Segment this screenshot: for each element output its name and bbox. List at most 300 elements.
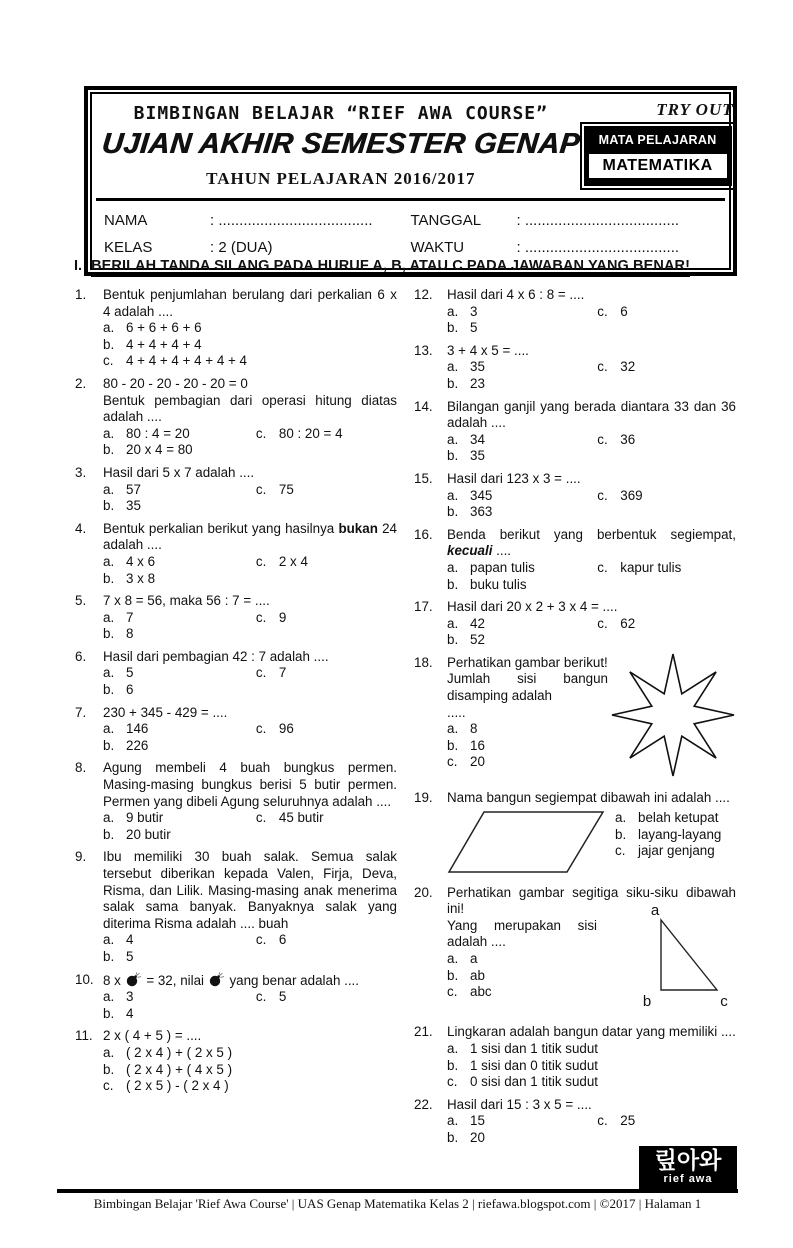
stem-text: Hasil dari 5 x 7 adalah .... <box>103 464 255 480</box>
answer-options <box>103 610 397 643</box>
option-text: 20 x 4 = 80 <box>126 442 193 458</box>
option-a <box>615 810 736 827</box>
question-number: 4. <box>75 520 87 536</box>
stem-text: Hasil dari pembagian 42 : 7 adalah .... <box>103 648 329 664</box>
option-letter: b. <box>103 570 115 586</box>
option-letter: c. <box>255 932 267 948</box>
answer-options <box>103 665 397 698</box>
option-b <box>447 1130 597 1147</box>
question-stem <box>103 705 397 722</box>
option-letter: c. <box>597 559 608 575</box>
questions-area <box>75 287 736 1153</box>
answer-options <box>103 1045 397 1095</box>
question-stem <box>447 471 736 488</box>
option-letter: a. <box>447 303 459 319</box>
option-text: 6 <box>620 303 628 319</box>
option-letter: a. <box>447 721 459 737</box>
stem-text: 7 x 8 = 56, maka 56 : 7 = .... <box>103 593 270 609</box>
option-text: layang-layang <box>638 826 722 842</box>
question-15 <box>414 471 736 521</box>
option-c <box>256 810 397 827</box>
option-c <box>256 554 397 571</box>
option-text: 363 <box>470 504 493 520</box>
question-stem <box>447 655 608 672</box>
question-7 <box>75 705 397 755</box>
option-text: kapur tulis <box>620 559 682 575</box>
option-b <box>447 504 597 521</box>
option-text: 42 <box>470 615 485 631</box>
option-a <box>103 320 397 337</box>
question-number: 2. <box>75 375 87 391</box>
question-body <box>447 399 736 465</box>
option-letter: b. <box>615 826 627 842</box>
question-number: 13. <box>414 342 433 358</box>
option-a <box>103 610 256 627</box>
question-stem <box>103 376 397 393</box>
logo-latin-text: rief awa <box>663 1173 713 1185</box>
rief-awa-logo <box>639 1146 737 1189</box>
answer-options <box>447 560 736 593</box>
option-b <box>447 448 597 465</box>
option-c <box>597 616 736 633</box>
option-text: 226 <box>126 737 149 753</box>
question-stem <box>447 671 608 704</box>
option-letter: c. <box>103 1078 114 1094</box>
stem-text: Bentuk pembagian dari operasi hitung diatas adalah .... <box>103 392 397 425</box>
option-letter: a. <box>103 320 115 336</box>
option-letter: c. <box>255 810 267 826</box>
question-14 <box>414 399 736 465</box>
answer-options <box>447 304 736 337</box>
question-stem <box>447 399 736 432</box>
question-number: 19. <box>414 790 433 806</box>
option-c <box>103 1078 397 1095</box>
answer-options <box>447 951 597 1001</box>
stem-text: ..... <box>447 704 466 720</box>
exam-header-inner <box>90 92 734 270</box>
question-body <box>447 343 736 393</box>
stem-text: Nama bangun segiempat dibawah ini adalah .... <box>447 790 730 806</box>
option-c <box>597 304 736 321</box>
answer-options <box>615 810 736 860</box>
option-text: 5 <box>126 948 134 964</box>
svg-text:c: c <box>720 992 728 1010</box>
option-letter: a. <box>447 615 459 631</box>
header-titles <box>102 100 580 190</box>
question-body <box>103 972 397 1023</box>
option-text: 0 sisi dan 1 titik sudut <box>470 1074 599 1090</box>
stem-text: Agung membeli 4 buah bungkus permen. Masing-masing bungkus berisi 5 butir permen. Permen yang dibeli Agung seluruhnya adalah .... <box>103 760 397 809</box>
option-c <box>256 426 397 443</box>
option-text: 9 butir <box>126 810 164 826</box>
exam-header <box>84 86 737 276</box>
question-10 <box>75 972 397 1023</box>
option-text: 16 <box>470 737 485 753</box>
option-c <box>256 482 397 499</box>
option-a <box>447 951 597 968</box>
option-text: 6 + 6 + 6 + 6 <box>126 320 202 336</box>
right-triangle-figure <box>613 902 731 1019</box>
option-a <box>103 482 256 499</box>
option-letter: a. <box>103 932 115 948</box>
option-letter: a. <box>103 989 115 1005</box>
option-letter: b. <box>103 682 115 698</box>
section-instruction: BERILAH TANDA SILANG PADA HURUF A, B, ATAU C PADA JAWABAN YANG BENAR! <box>91 258 690 277</box>
option-b <box>447 376 597 393</box>
question-number: 7. <box>75 704 87 720</box>
question-body <box>103 376 397 459</box>
option-text: 80 : 4 = 20 <box>126 425 190 441</box>
answer-options <box>103 721 397 754</box>
option-text: 20 butir <box>126 826 171 842</box>
option-letter: b. <box>447 504 459 520</box>
option-letter: c. <box>597 359 608 375</box>
option-text: 96 <box>278 721 294 737</box>
field-label: NAMA <box>104 212 148 229</box>
question-stem <box>447 705 608 722</box>
answer-options <box>103 554 397 587</box>
question-6 <box>75 649 397 699</box>
question-stem <box>103 1028 397 1045</box>
option-letter: c. <box>597 1113 608 1129</box>
question-17 <box>414 599 736 649</box>
questions-column-right <box>414 287 736 1153</box>
option-a <box>447 616 597 633</box>
answer-options <box>447 616 736 649</box>
stem-text: Jumlah sisi bangun disamping adalah <box>447 671 608 704</box>
option-c <box>103 353 397 370</box>
stem-text: Hasil dari 4 x 6 : 8 = .... <box>447 287 585 302</box>
question-stem <box>447 1024 736 1041</box>
question-number: 15. <box>414 470 433 486</box>
option-text: abc <box>470 984 492 1000</box>
option-letter: b. <box>103 1005 115 1021</box>
question-stem <box>447 343 736 360</box>
question-stem <box>447 527 736 560</box>
option-text: papan tulis <box>470 559 535 575</box>
option-letter: b. <box>103 498 115 514</box>
option-letter: b. <box>103 442 115 458</box>
option-letter: c. <box>255 665 267 681</box>
option-text: 35 <box>470 448 485 464</box>
option-letter: a. <box>103 481 115 497</box>
question-5 <box>75 593 397 643</box>
option-text: 36 <box>620 431 636 447</box>
course-name: BIMBINGAN BELAJAR “RIEF AWA COURSE” <box>133 103 548 124</box>
option-letter: b. <box>447 737 459 753</box>
answer-options <box>103 426 397 459</box>
footer-divider <box>57 1189 738 1193</box>
option-c <box>597 359 736 376</box>
option-text: 369 <box>620 487 643 503</box>
question-body <box>447 287 736 337</box>
eight-point-star-figure <box>610 650 736 785</box>
question-stem <box>447 1097 736 1114</box>
option-c <box>256 721 397 738</box>
option-c <box>447 1074 736 1091</box>
figure-options <box>615 807 736 860</box>
option-b <box>615 827 736 844</box>
stem-text: Benda berikut yang berbentuk segiempat, <box>447 526 736 542</box>
option-b <box>103 498 256 515</box>
option-letter: c. <box>255 989 267 1005</box>
answer-options <box>447 1113 736 1146</box>
question-number: 5. <box>75 593 87 609</box>
option-a <box>447 488 597 505</box>
question-stem <box>103 287 397 320</box>
option-b <box>103 949 256 966</box>
question-stem <box>103 760 397 810</box>
option-text: 80 : 20 = 4 <box>278 425 343 441</box>
question-body <box>103 849 397 965</box>
option-c <box>256 665 397 682</box>
option-text: 45 butir <box>278 810 324 826</box>
option-b <box>447 320 597 337</box>
option-a <box>447 1041 736 1058</box>
option-c <box>597 432 736 449</box>
option-text: 7 <box>126 609 134 625</box>
option-letter: c. <box>255 721 267 737</box>
option-text: 4 <box>126 932 134 948</box>
option-b <box>103 442 256 459</box>
field-label: KELAS <box>104 239 153 256</box>
option-a <box>447 721 608 738</box>
option-letter: c. <box>597 431 608 447</box>
field-value: : ..................................... <box>516 239 680 256</box>
stem-text: 3 + 4 x 5 = .... <box>447 342 529 358</box>
question-number: 9. <box>75 849 87 865</box>
option-text: belah ketupat <box>638 810 719 826</box>
bomb-icon <box>125 973 143 988</box>
figure-row <box>447 807 736 879</box>
option-text: 62 <box>620 615 636 631</box>
subject-value: MATEMATIKA <box>588 153 728 179</box>
answer-options <box>103 932 397 965</box>
option-c <box>256 932 397 949</box>
stem-text: Yang merupakan sisi adalah .... <box>447 917 597 950</box>
option-text: 6 <box>126 682 134 698</box>
option-letter: b. <box>447 576 459 592</box>
question-number: 17. <box>414 599 433 615</box>
option-letter: a. <box>103 1044 115 1060</box>
option-a <box>103 554 256 571</box>
option-text: 20 <box>470 1130 485 1145</box>
option-text: 7 <box>278 665 287 681</box>
option-text: 5 <box>126 665 134 681</box>
option-a <box>447 359 597 376</box>
stem-text: = 32, nilai <box>142 972 208 988</box>
logo-hangul-text: 맆아와 <box>654 1148 722 1174</box>
option-b <box>103 738 256 755</box>
option-b <box>103 1062 397 1079</box>
option-letter: b. <box>103 737 115 753</box>
option-letter: c. <box>597 303 608 319</box>
option-c <box>615 843 736 860</box>
answer-options <box>447 432 736 465</box>
stem-text: 2 x ( 4 + 5 ) = .... <box>103 1028 202 1044</box>
option-letter: b. <box>447 1130 459 1145</box>
option-text: 2 x 4 <box>278 553 308 569</box>
option-b <box>103 827 256 844</box>
option-text: 32 <box>620 359 636 375</box>
question-number: 22. <box>414 1096 433 1112</box>
option-letter: a. <box>103 553 115 569</box>
option-text: 52 <box>470 632 485 648</box>
option-letter: c. <box>255 481 267 497</box>
option-text: 3 <box>126 989 134 1005</box>
question-number: 11. <box>75 1028 93 1044</box>
stem-text: 230 + 345 - 429 = .... <box>103 704 228 720</box>
question-19 <box>414 790 736 878</box>
answer-options <box>103 810 397 843</box>
option-letter: b. <box>447 320 459 336</box>
option-text: 8 <box>126 626 134 642</box>
question-2 <box>75 376 397 459</box>
question-stem <box>103 849 397 932</box>
question-number: 14. <box>414 398 433 414</box>
option-b <box>103 337 397 354</box>
section-numeral: I. <box>74 258 83 274</box>
option-a <box>103 932 256 949</box>
answer-options <box>103 989 397 1022</box>
question-body <box>447 527 736 593</box>
question-body <box>103 287 397 370</box>
option-a <box>103 1045 397 1062</box>
option-letter: b. <box>447 967 459 983</box>
field-value: : ..................................... <box>516 212 680 229</box>
answer-options <box>447 721 608 771</box>
option-a <box>447 560 597 577</box>
figure-left-text <box>447 918 597 1001</box>
option-b <box>447 577 597 594</box>
option-text: 3 <box>470 303 478 319</box>
question-number: 12. <box>414 287 433 302</box>
answer-options <box>103 482 397 515</box>
question-13 <box>414 343 736 393</box>
option-text: buku tulis <box>470 576 527 592</box>
option-b <box>103 571 256 588</box>
option-letter: c. <box>597 487 608 503</box>
option-letter: b. <box>103 1061 115 1077</box>
stem-text: Perhatikan gambar segitiga siku-siku dibawah ini! <box>447 884 736 917</box>
student-fields <box>102 201 719 259</box>
option-text: 20 <box>470 754 485 770</box>
option-a <box>447 304 597 321</box>
questions-column-left <box>75 287 397 1153</box>
stem-text: Bentuk penjumlahan berulang dari perkalian 6 x 4 adalah .... <box>103 287 397 319</box>
question-8 <box>75 760 397 843</box>
option-text: 35 <box>126 498 141 514</box>
option-letter: a. <box>103 810 115 826</box>
question-stem <box>447 599 736 616</box>
option-b <box>447 632 597 649</box>
stem-text: Lingkaran adalah bangun datar yang memiliki .... <box>447 1024 736 1040</box>
option-a <box>103 989 256 1006</box>
question-body <box>103 465 397 515</box>
option-b <box>103 682 256 699</box>
option-a <box>447 1113 597 1130</box>
answer-options <box>447 1041 736 1091</box>
figure-left-text <box>447 655 608 771</box>
option-text: 4 + 4 + 4 + 4 + 4 + 4 <box>126 353 247 369</box>
question-number: 6. <box>75 648 87 664</box>
option-b <box>447 738 608 755</box>
stem-text: 8 x <box>103 972 125 988</box>
question-stem <box>103 521 397 554</box>
option-c <box>256 989 397 1006</box>
question-stem <box>103 465 397 482</box>
option-a <box>103 665 256 682</box>
question-18 <box>414 655 736 785</box>
option-text: 146 <box>126 721 149 737</box>
field-label: TANGGAL <box>410 212 482 229</box>
question-20 <box>414 885 736 1019</box>
tryout-label: TRY OUT <box>656 100 734 119</box>
question-body <box>447 471 736 521</box>
stem-text: 80 - 20 - 20 - 20 - 20 = 0 <box>103 375 248 391</box>
option-letter: a. <box>615 810 627 826</box>
question-stem <box>103 393 397 426</box>
option-letter: a. <box>447 1113 459 1129</box>
option-text: ( 2 x 5 ) - ( 2 x 4 ) <box>126 1078 229 1094</box>
question-9 <box>75 849 397 965</box>
option-letter: b. <box>103 626 115 642</box>
option-text: 1 sisi dan 0 titik sudut <box>470 1057 599 1073</box>
question-1 <box>75 287 397 370</box>
option-letter: c. <box>255 553 267 569</box>
option-letter: c. <box>597 615 608 631</box>
question-number: 10. <box>75 971 94 987</box>
option-letter: b. <box>447 632 459 648</box>
option-letter: a. <box>103 665 115 681</box>
field-value: : ..................................... <box>210 212 373 229</box>
bomb-icon <box>208 973 226 988</box>
question-number: 21. <box>414 1024 433 1040</box>
option-letter: a. <box>447 487 459 503</box>
option-text: ( 2 x 4 ) + ( 4 x 5 ) <box>126 1061 233 1077</box>
subject-badge-black <box>584 126 732 186</box>
stem-text: .... <box>492 543 512 559</box>
stem-text: Perhatikan gambar berikut! <box>447 654 608 670</box>
option-letter: a. <box>103 721 115 737</box>
question-body <box>447 790 736 878</box>
option-letter: b. <box>103 948 115 964</box>
question-body <box>447 1024 736 1090</box>
option-text: ab <box>470 967 485 983</box>
question-21 <box>414 1024 736 1090</box>
option-letter: c. <box>255 609 267 625</box>
option-text: 1 sisi dan 1 titik sudut <box>470 1041 599 1057</box>
question-12 <box>414 287 736 337</box>
question-3 <box>75 465 397 515</box>
option-text: jajar genjang <box>638 843 715 859</box>
option-letter: a. <box>447 431 459 447</box>
question-body <box>103 705 397 755</box>
option-letter: a. <box>447 1041 459 1057</box>
field-label: WAKTU <box>410 239 465 256</box>
option-letter: b. <box>447 1057 459 1073</box>
option-text: 35 <box>470 359 485 375</box>
option-text: 75 <box>278 481 294 497</box>
answer-options <box>103 320 397 370</box>
student-field-nama <box>104 212 411 229</box>
question-body <box>447 599 736 649</box>
stem-text: Hasil dari 123 x 3 = .... <box>447 470 581 486</box>
option-text: 34 <box>470 431 485 447</box>
option-c <box>597 1113 736 1130</box>
question-body <box>447 655 736 785</box>
question-11 <box>75 1028 397 1094</box>
